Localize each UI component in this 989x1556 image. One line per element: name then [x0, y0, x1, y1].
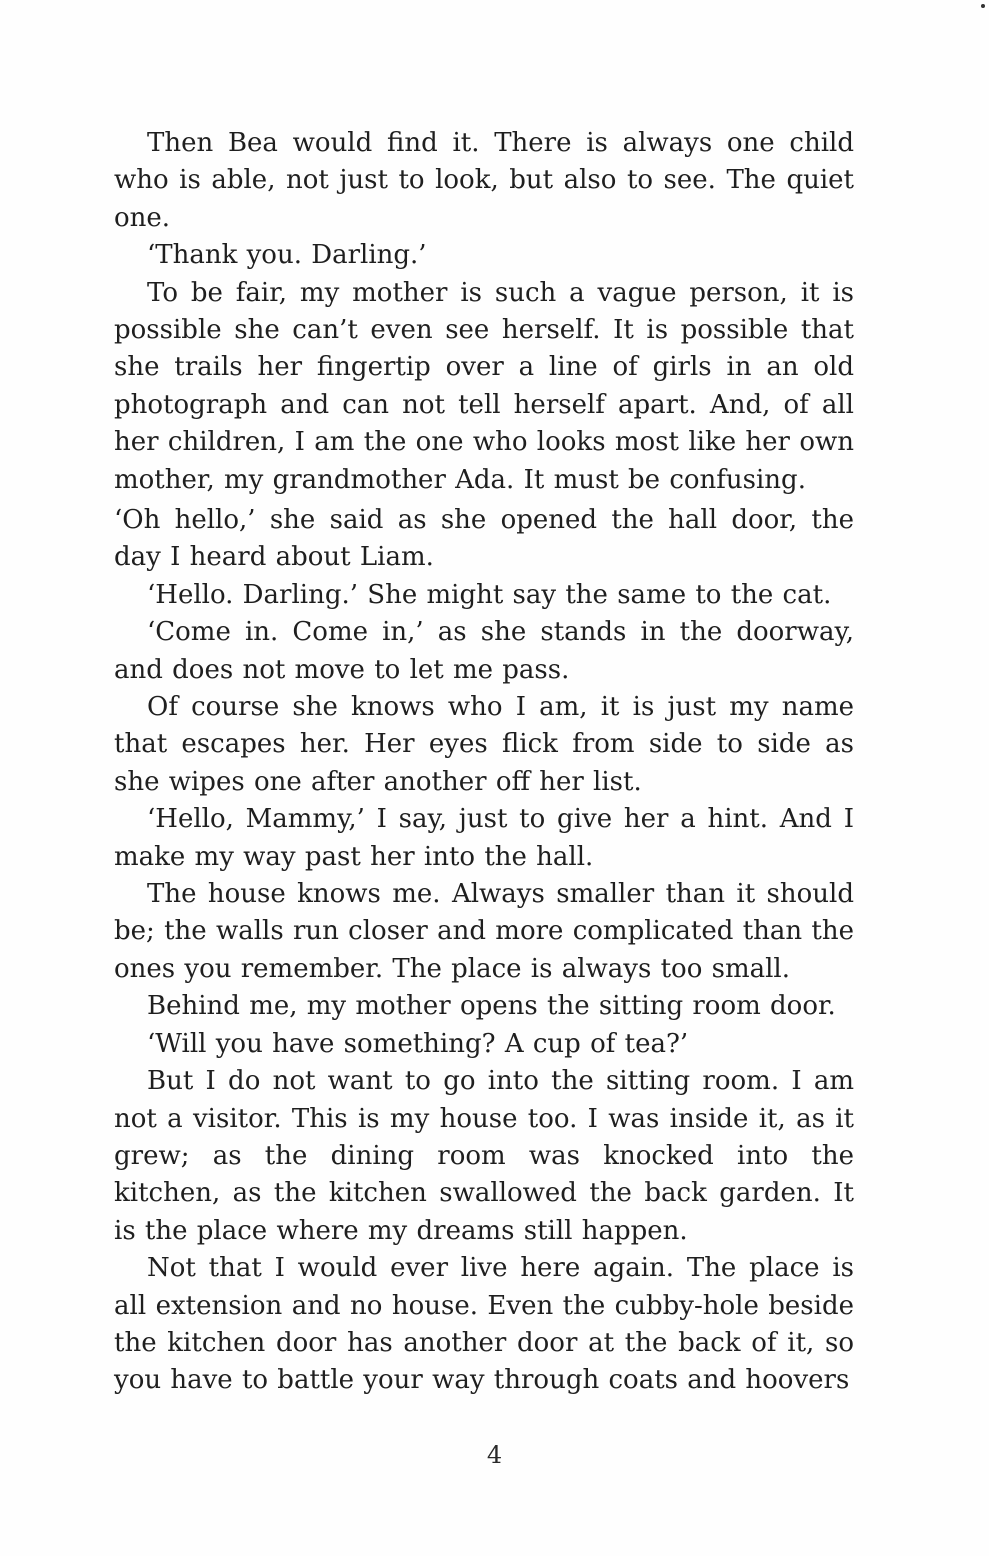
paragraph: To be fair, my mother is such a vague person, it is possible she can’t even see herself. It is possible that she trails her fingertip over a line of girls in an old photograph and can not tell herself apart. And, of all her children, I am the one who looks most like her own mother, my grandmother Ada. It must be confusing. — [114, 277, 854, 495]
paragraph: The house knows me. Always smaller than it should be; the walls run closer and more complicated than the ones you remember. The place is always too small. — [114, 879, 854, 984]
page-number: 4 — [486, 1441, 503, 1469]
paragraph: Not that I would ever live here again. The place is all extension and no house. Even the cubby-hole beside the kitchen door has another door at the back of it, so you have to battle your way through coats and hoovers — [114, 1253, 854, 1396]
paragraph: ‘Hello, Mammy,’ I say, just to give her a hint. And I make my way past her into the hall. — [114, 804, 854, 872]
text-section-1 — [114, 125, 854, 499]
paragraph: ‘Come in. Come in,’ as she stands in the doorway, and does not move to let me pass. — [114, 617, 854, 685]
corner-mark — [981, 4, 985, 8]
paragraph: But I do not want to go into the sitting room. I am not a visitor. This is my house too. I was inside it, as it grew; as the dining room was knocked into the kitchen, as the kitchen swallowed the back garden. It is the place where my dreams still happen. — [114, 1066, 854, 1246]
text-section-2 — [114, 502, 854, 1400]
paragraph: ‘Thank you. Darling.’ — [147, 240, 427, 271]
paragraph: ‘Oh hello,’ she said as she opened the hall door, the day I heard about Liam. — [114, 505, 854, 573]
paragraph: Then Bea would find it. There is always one child who is able, not just to look, but also to see. The quiet one. — [114, 128, 854, 233]
paragraph: Behind me, my mother opens the sitting room door. — [147, 991, 836, 1022]
paragraph: ‘Hello. Darling.’ She might say the same to the cat. — [147, 579, 832, 610]
paragraph: Of course she knows who I am, it is just my name that escapes her. Her eyes flick from side to side as she wipes one after another off her list. — [114, 692, 854, 797]
paragraph: ‘Will you have something? A cup of tea?’ — [147, 1028, 689, 1059]
